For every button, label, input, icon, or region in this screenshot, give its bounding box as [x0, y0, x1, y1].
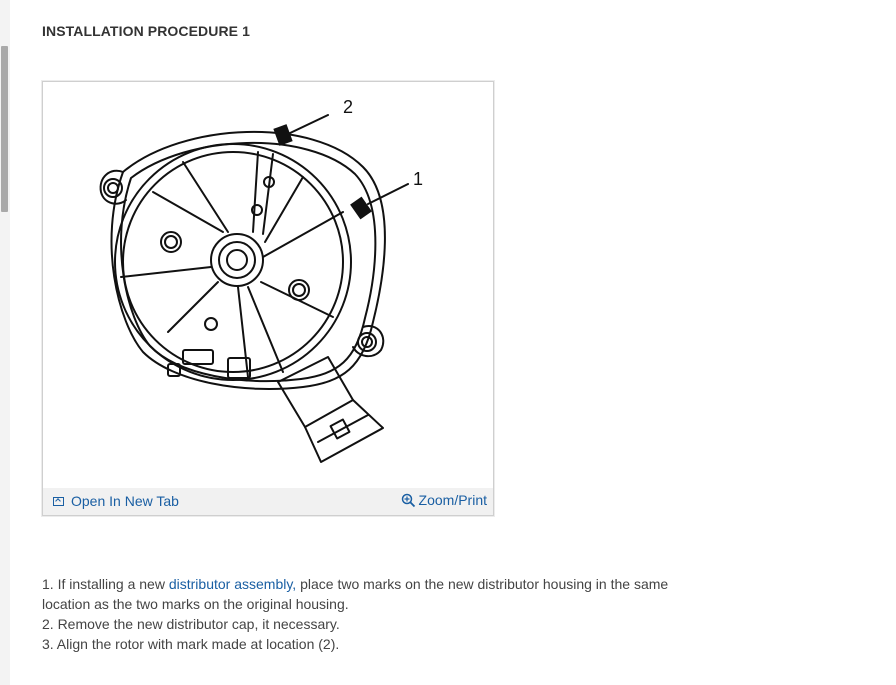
step-3: 3. Align the rotor with mark made at location (2). [42, 636, 340, 652]
page-title: INSTALLATION PROCEDURE 1 [42, 23, 250, 39]
open-in-new-tab-label: Open In New Tab [71, 493, 179, 509]
step-2: 2. Remove the new distributor cap, it necessary. [42, 616, 340, 632]
distributor-diagram [43, 82, 493, 487]
zoom-in-icon [401, 493, 416, 508]
figure-container [42, 81, 494, 516]
distributor-assembly-link[interactable]: distributor assembly, [168, 576, 297, 592]
zoom-print-label: Zoom/Print [418, 492, 487, 508]
connector [278, 357, 353, 427]
vertical-scrollbar[interactable] [0, 0, 10, 685]
callout-1: 1 [413, 169, 424, 189]
figure-toolbar [43, 488, 493, 515]
callout-1-leader [368, 184, 408, 204]
open-in-new-tab-icon [53, 497, 64, 506]
step-1-text: 1. If installing a new [42, 576, 169, 592]
step-1 [42, 574, 682, 614]
zoom-print-link[interactable] [401, 492, 487, 508]
mark-2 [273, 124, 292, 146]
open-in-new-tab-link[interactable] [53, 493, 179, 509]
step-1-text-cont: place two marks on the new distributor housing in the same location as the two marks on the original housing. [42, 576, 669, 612]
scrollbar-thumb[interactable] [1, 46, 8, 212]
procedure-steps [42, 574, 682, 654]
callout-2-leader [288, 115, 328, 134]
left-mount-hole [104, 179, 122, 197]
callout-2: 2 [343, 97, 354, 117]
